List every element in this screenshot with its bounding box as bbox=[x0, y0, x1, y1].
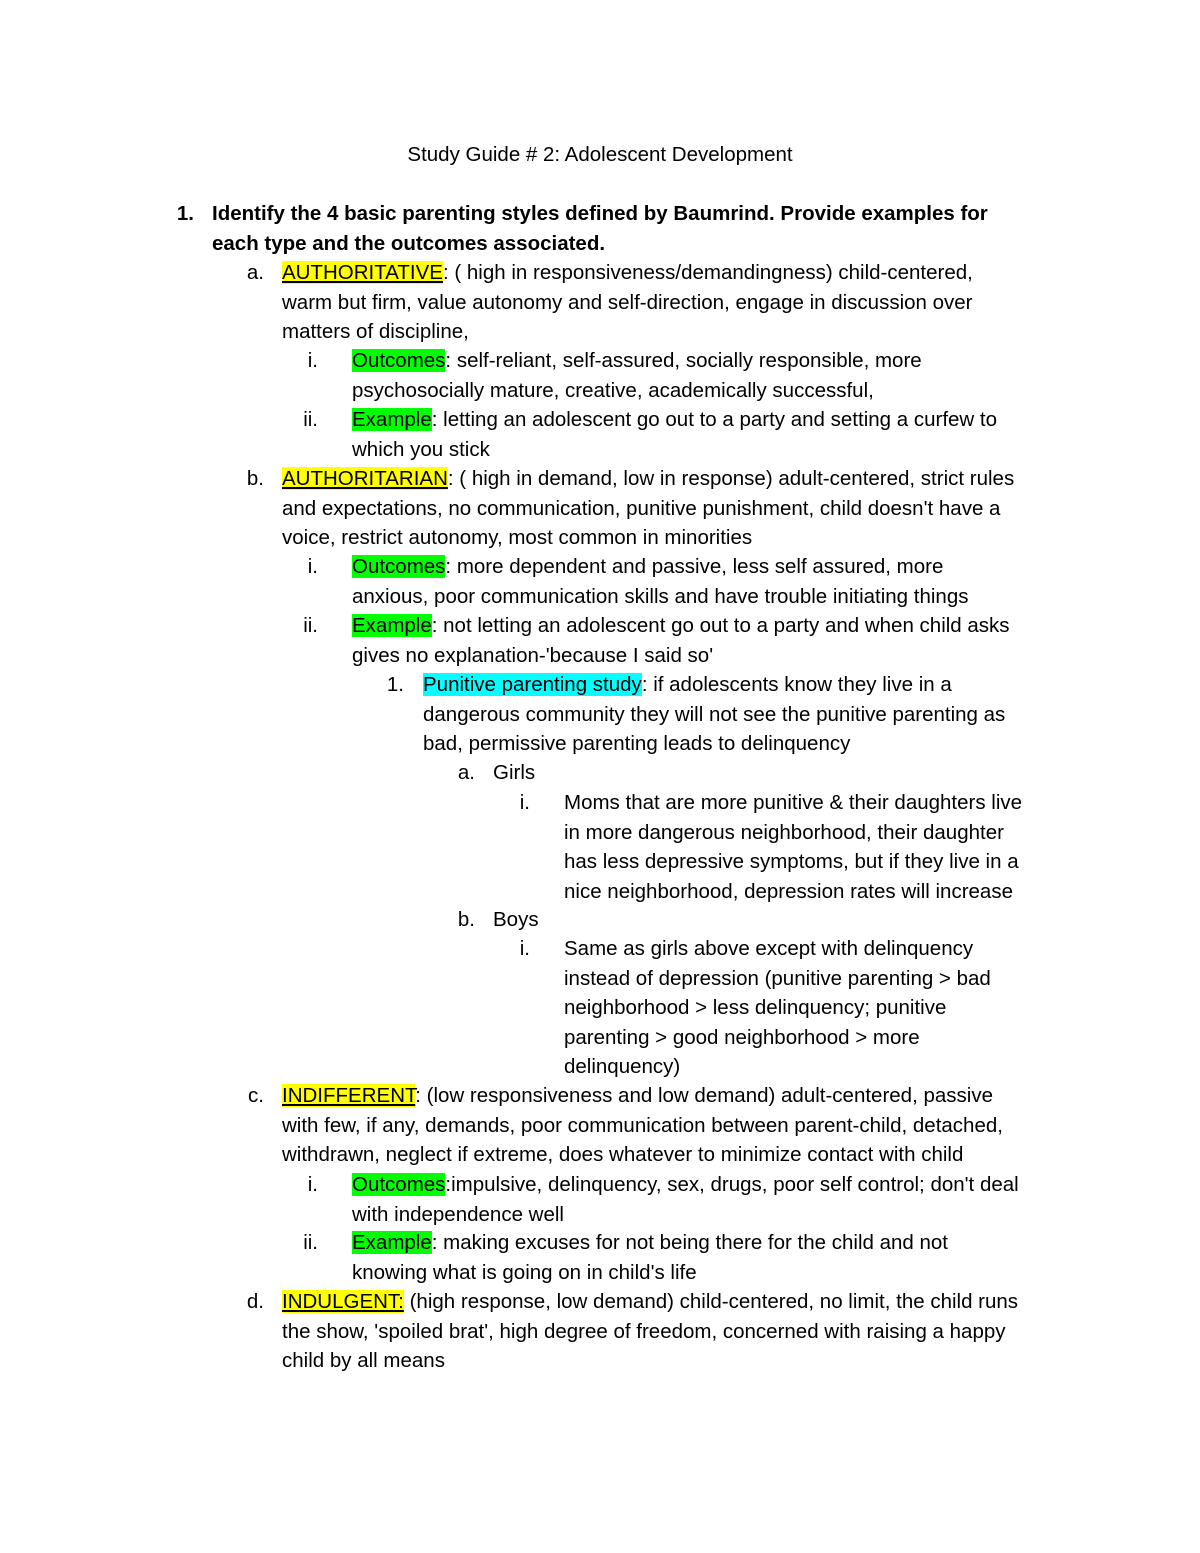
list-marker: ii. bbox=[303, 408, 318, 431]
style-description: : ( high in demand, low in response) adult-centered, strict rules bbox=[447, 467, 1015, 490]
list-marker: ii. bbox=[303, 1231, 318, 1254]
list-marker: i. bbox=[519, 791, 530, 814]
finding-line: parenting > good neighborhood > more bbox=[564, 1025, 920, 1049]
style-description: (high response, low demand) child-centered, no limit, the child runs bbox=[403, 1290, 1019, 1313]
style-line: matters of discipline, bbox=[282, 320, 469, 344]
list-marker: c. bbox=[248, 1084, 264, 1107]
style-line: with few, if any, demands, poor communication between parent-child, detached, bbox=[282, 1113, 1003, 1137]
style-description: : (low responsiveness and low demand) adult-centered, passive bbox=[415, 1084, 993, 1107]
study-text: : if adolescents know they live in a bbox=[641, 673, 952, 696]
outcomes-label: Outcomes bbox=[352, 555, 446, 578]
outcomes-item bbox=[307, 552, 1152, 611]
finding-line: nice neighborhood, depression rates will increase bbox=[564, 879, 1013, 903]
question-1 bbox=[176, 199, 1112, 258]
style-item-indifferent bbox=[248, 1081, 1142, 1170]
question-line: Identify the 4 basic parenting styles defined by Baumrind. Provide examples for bbox=[212, 202, 988, 225]
style-label: AUTHORITARIAN bbox=[282, 467, 448, 490]
study-line bbox=[423, 670, 1143, 700]
outcomes-line: with independence well bbox=[352, 1202, 564, 1226]
finding-line: in more dangerous neighborhood, their daughter bbox=[564, 820, 1004, 844]
finding-line: instead of depression (punitive parenting > bad bbox=[564, 966, 991, 990]
outcomes-text: : more dependent and passive, less self assured, more bbox=[445, 555, 944, 578]
outcomes-line: psychosocially mature, creative, academically successful, bbox=[352, 378, 874, 402]
outcomes-label: Outcomes bbox=[352, 1173, 446, 1196]
style-line bbox=[282, 1081, 1142, 1111]
list-marker: i. bbox=[307, 1173, 318, 1196]
example-line bbox=[352, 405, 1152, 435]
style-item-authoritarian bbox=[246, 464, 1142, 553]
list-marker: i. bbox=[519, 937, 530, 960]
study-line: bad, permissive parenting leads to delinquency bbox=[423, 732, 851, 756]
example-item bbox=[303, 611, 1152, 670]
style-line: voice, restrict autonomy, most common in minorities bbox=[282, 526, 753, 550]
list-marker: i. bbox=[307, 555, 318, 578]
example-line: gives no explanation-'because I said so' bbox=[352, 643, 714, 667]
example-line bbox=[352, 611, 1152, 641]
style-item-authoritative bbox=[246, 258, 1142, 347]
example-line: which you stick bbox=[352, 437, 490, 461]
outcomes-line bbox=[352, 346, 1152, 376]
style-line bbox=[282, 464, 1142, 494]
example-text: : letting an adolescent go out to a party and setting a curfew to bbox=[431, 408, 998, 431]
example-text: : making excuses for not being there for the child and not bbox=[431, 1231, 948, 1254]
style-description: : ( high in responsiveness/demandingness) child-centered, bbox=[442, 261, 973, 284]
style-label: INDIFFERENT bbox=[282, 1084, 416, 1107]
study-label: Punitive parenting study bbox=[423, 673, 642, 696]
list-marker: a. bbox=[457, 761, 475, 784]
style-line: the show, 'spoiled brat', high degree of freedom, concerned with raising a happy bbox=[282, 1319, 1006, 1343]
style-line: withdrawn, neglect if extreme, does whatever to minimize contact with child bbox=[282, 1143, 964, 1167]
question-line: each type and the outcomes associated. bbox=[212, 231, 606, 255]
example-item bbox=[303, 1228, 1152, 1287]
outcomes-item bbox=[307, 346, 1152, 405]
boys-finding bbox=[519, 934, 1124, 1082]
boys-item bbox=[457, 905, 1093, 935]
finding-line: neighborhood > less delinquency; punitive bbox=[564, 996, 947, 1020]
finding-line: has less depressive symptoms, but if they live in a bbox=[564, 850, 1019, 874]
style-label: AUTHORITATIVE bbox=[282, 261, 443, 284]
list-marker: d. bbox=[246, 1290, 264, 1313]
outcomes-line: anxious, poor communication skills and have trouble initiating things bbox=[352, 584, 969, 608]
outcomes-text: :impulsive, delinquency, sex, drugs, poor self control; don't deal bbox=[445, 1173, 1019, 1196]
example-label: Example bbox=[352, 1231, 432, 1254]
style-item-indulgent bbox=[246, 1287, 1142, 1376]
outcomes-line bbox=[352, 1170, 1152, 1200]
outcomes-label: Outcomes bbox=[352, 349, 446, 372]
outcomes-item bbox=[307, 1170, 1152, 1229]
list-marker: 1. bbox=[386, 673, 404, 696]
study-line: dangerous community they will not see the punitive parenting as bbox=[423, 702, 1006, 726]
girls-finding bbox=[519, 788, 1124, 906]
list-marker: a. bbox=[246, 261, 264, 284]
style-label: INDULGENT: bbox=[282, 1290, 404, 1313]
example-line: knowing what is going on in child's life bbox=[352, 1260, 697, 1284]
style-line: warm but firm, value autonomy and self-direction, engage in discussion over bbox=[282, 290, 973, 314]
girls-item bbox=[457, 758, 1093, 788]
outcomes-line bbox=[352, 552, 1152, 582]
boys-label: Boys bbox=[493, 908, 539, 931]
girls-label: Girls bbox=[493, 761, 536, 784]
example-text: : not letting an adolescent go out to a party and when child asks bbox=[431, 614, 1010, 637]
list-marker: b. bbox=[457, 908, 475, 931]
study-item bbox=[386, 670, 1143, 759]
list-marker: ii. bbox=[303, 614, 318, 637]
list-marker: i. bbox=[307, 349, 318, 372]
style-line bbox=[282, 258, 1142, 288]
style-line bbox=[282, 1287, 1142, 1317]
finding-line: delinquency) bbox=[564, 1055, 681, 1079]
finding-line: Moms that are more punitive & their daughters live bbox=[564, 791, 1023, 814]
example-label: Example bbox=[352, 614, 432, 637]
list-marker: 1. bbox=[176, 202, 194, 225]
style-line: child by all means bbox=[282, 1349, 445, 1373]
style-line: and expectations, no communication, punitive punishment, child doesn't have a bbox=[282, 496, 1001, 520]
example-label: Example bbox=[352, 408, 432, 431]
finding-line: Same as girls above except with delinquency bbox=[564, 937, 974, 960]
example-line bbox=[352, 1228, 1152, 1258]
example-item bbox=[303, 405, 1152, 464]
page-title: Study Guide # 2: Adolescent Development bbox=[407, 143, 793, 166]
outcomes-text: : self-reliant, self-assured, socially responsible, more bbox=[445, 349, 922, 372]
list-marker: b. bbox=[246, 467, 264, 490]
